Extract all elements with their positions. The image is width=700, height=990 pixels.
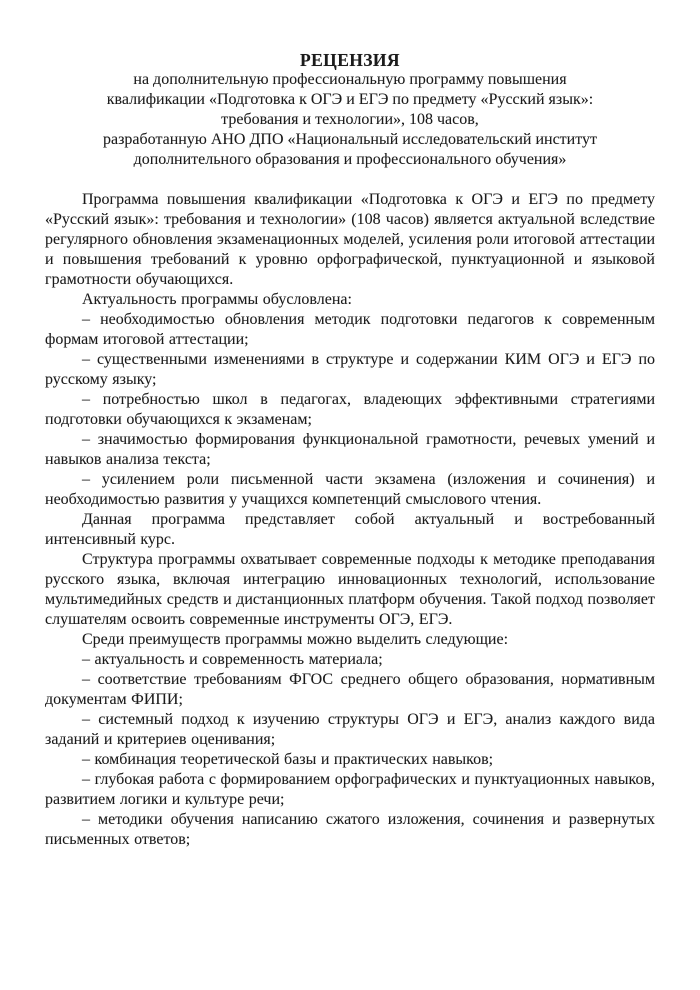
bullet-item: – значимостью формирования функциональной грамотности, речевых умений и навыков анализа текста; — [45, 431, 655, 468]
bullet-item: – глубокая работа с формированием орфографических и пунктуационных навыков, развитием логики и культуре речи; — [45, 771, 655, 808]
bullet-item: – системный подход к изучению структуры ОГЭ и ЕГЭ, анализ каждого вида заданий и критериев оценивания; — [45, 711, 655, 748]
bullet-item: – усилением роли письменной части экзамена (изложения и сочинения) и необходимостью развития у учащихся компетенций смыслового чтения. — [45, 471, 655, 508]
subtitle-line: дополнительного образования и профессионального обучения» — [133, 151, 567, 168]
subtitle-line: квалификации «Подготовка к ОГЭ и ЕГЭ по предмету «Русский язык»: — [106, 91, 594, 108]
bullet-item: – необходимостью обновления методик подготовки педагогов к современным формам итоговой аттестации; — [45, 311, 655, 348]
document-body — [45, 190, 655, 850]
paragraph: Актуальность программы обусловлена: — [82, 291, 352, 308]
paragraph: Среди преимуществ программы можно выделить следующие: — [82, 631, 509, 648]
bullet-item: – потребностью школ в педагогах, владеющих эффективными стратегиями подготовки обучающихся к экзаменам; — [45, 391, 655, 428]
paragraph: Структура программы охватывает современные подходы к методике преподавания русского языка, включая интеграцию инновационных технологий, использование мультимедийных средств и дистанционных платформ обучения. Такой подход позволяет слушателям освоить современные инструменты ОГЭ, ЕГЭ. — [45, 551, 655, 628]
bullet-item: – методики обучения написанию сжатого изложения, сочинения и развернутых письменных ответов; — [45, 811, 655, 848]
bullet-item: – существенными изменениями в структуре и содержании КИМ ОГЭ и ЕГЭ по русскому языку; — [45, 351, 655, 388]
document-subtitle — [45, 70, 655, 170]
bullet-item: – соответствие требованиям ФГОС среднего общего образования, нормативным документам ФИПИ; — [45, 671, 655, 708]
paragraph: Программа повышения квалификации «Подготовка к ОГЭ и ЕГЭ по предмету «Русский язык»: требования и технологии» (108 часов) является актуальной вследствие регулярного обновления экзаменационных моделей, усиления роли итоговой аттестации и повышения требований к уровню орфографической, пунктуационной и языковой грамотности обучающихся. — [45, 191, 655, 288]
subtitle-line: требования и технологии», 108 часов, — [221, 111, 479, 128]
document-title: РЕЦЕНЗИЯ — [300, 50, 400, 70]
subtitle-line: на дополнительную профессиональную программу повышения — [133, 71, 567, 88]
bullet-item: – комбинация теоретической базы и практических навыков; — [82, 751, 494, 768]
paragraph: Данная программа представляет собой актуальный и востребованный интенсивный курс. — [45, 511, 655, 548]
bullet-item: – актуальность и современность материала; — [82, 651, 383, 668]
subtitle-line: разработанную АНО ДПО «Национальный исследовательский институт — [103, 131, 597, 148]
